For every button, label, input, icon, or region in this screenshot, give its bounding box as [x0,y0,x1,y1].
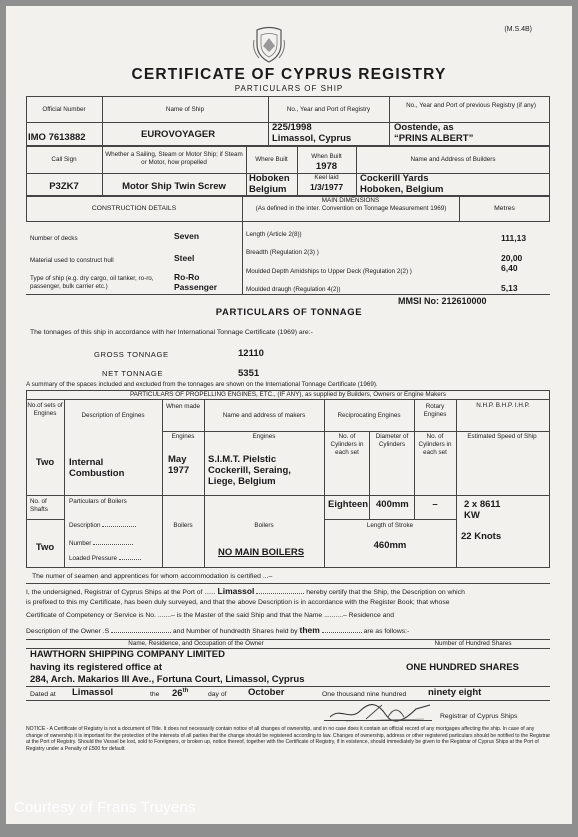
maker-line3: Liege, Belgium [208,476,276,487]
owner-name: HAWTHORN SHIPPING COMPANY LIMITED [30,649,225,660]
gross-tonnage-label: GROSS TONNAGE [94,350,169,359]
registrar-signature [326,699,436,725]
reciprocating-header: Reciprocating Engines [337,412,401,419]
certify-line3: Certificate of Competency or Service is No. .......– is the Master of the said Ship and that the Name ..........– Residence and [26,612,394,619]
cylinders-subheader: No. of Cylinders in each set [330,433,364,456]
shares-value: ONE HUNDRED SHARES [406,662,519,673]
depth-value: 6,40 [501,263,518,273]
diameter-subheader: Diameter of Cylinders [375,433,409,448]
engine-description-header: Description of Engines [81,412,145,419]
builder-line2: Hoboken, Belgium [360,184,444,195]
keel-laid-label: Keel laid [314,174,339,181]
previous-registry-line2: “PRINS ALBERT” [394,133,474,144]
shafts-value: Two [35,542,55,553]
breadth-label: Breadth (Regulation 2(3) ) [246,249,319,256]
propulsion-label: Whether a Sailing, Steam or Motor Ship; if Steam or Motor, how propelled [105,151,243,166]
boilers-particulars-label: Particulars of Boilers [69,498,127,505]
draught-value: 5,13 [501,283,518,293]
engines-subheader: Engines [171,433,195,440]
form-reference: (M.S.4B) [504,26,532,33]
decks-value: Seven [174,231,200,241]
ship-type-line1: Ro-Ro [174,272,200,282]
rotary-value: – [432,499,438,510]
legal-notice: NOTICE - A Certificate of Registry is not a document of Title. It does not necessarily contain notice of all changes of ownership, and in no case does it contain an official record of any mortgages affecting the ship. In case of any change of ownership it is important for the protection of the interests of all parties that the change should be registered according to law. Changes of ownership, address or other registered particulars should be notified to the Registrar at the Port of Registry. Should the Vessel be lost, sold to Foreigners, or broken up, notice thereof, together with the Certificate of Registry, if in existence, should immediately be given to the Registrar of Cyprus Ships at the Port of Registry under a Penalty of £500 for default. [26,726,551,753]
previous-registry-line1: Oostende, as [394,122,454,133]
keel-laid-value: 1/3/1977 [309,182,344,192]
maker-line1: S.I.M.T. Pielstic [208,454,277,465]
ship-name-label: Name of Ship [165,106,205,113]
year-words: ninety eight [428,687,482,698]
boilers-column-label-2: Boilers [254,522,274,529]
breadth-value: 20,00 [501,253,523,263]
cylinders-value: Eighteen [328,499,369,510]
main-dimensions-heading: MAIN DIMENSIONS [321,197,380,204]
draught-label: Moulded draugh (Regulation 4(2)) [246,286,341,293]
owner-address: 284, Arch. Makarios III Ave., Fortuna Court, Limassol, Cyprus [30,674,305,685]
dated-month: October [248,687,285,698]
power-line2: KW [464,510,480,521]
ship-name-value: EUROVOYAGER [141,129,216,140]
engines-subheader-2: Engines [252,433,276,440]
certify-line4: Description of the Owner .S and Number of hundredth Shares held by them are as follows:- [26,625,410,635]
metres-label: Metres [494,205,515,212]
material-label: Material used to construct hull [30,257,114,264]
net-tonnage-value: 5351 [238,368,260,379]
certificate-subtitle: PARTICULARS OF SHIP [234,84,344,93]
length-value: 111,13 [501,233,527,243]
mmsi-number: MMSI No: 212610000 [398,296,487,306]
coat-of-arms-icon [251,26,287,64]
registrar-title: Registrar of Cyprus Ships [440,713,518,720]
depth-label: Moulded Depth Amidships to Upper Deck (Regulation 2(2) ) [246,268,412,275]
shafts-label: No. of Shafts [30,498,48,513]
engine-description-line2: Combustion [69,468,125,479]
maker-line2: Cockerill, Seraing, [208,465,291,476]
propulsion-value: Motor Ship Twin Screw [122,181,226,192]
when-made-line2: 1977 [168,465,190,476]
tonnage-heading: PARTICULARS OF TONNAGE [215,307,363,318]
builders-label: Name and Address of Builders [410,156,496,163]
certify-line2: is prefixed to this my Certificate, has been duly surveyed, and that the above Description is in accordance with the Register Book; that whose [26,599,450,606]
engines-banner: PARTICULARS OF PROPELLING ENGINES, ETC., (IF ANY), as supplied by Builders, Owners or Engine Makers [129,391,447,398]
call-sign-label: Call Sign [51,156,77,163]
net-tonnage-label: NET TONNAGE [102,369,164,378]
stroke-label: Length of Stroke [366,522,414,529]
day-of-label: day of [208,691,227,698]
certificate-title: CERTIFICATE OF CYPRUS REGISTRY [131,66,447,83]
dated-place: Limassol [72,687,114,698]
power-header: N.H.P. B.H.P. I.H.P. [476,402,530,409]
when-built-value: 1978 [315,161,338,172]
official-number-label: Official Number [42,106,86,113]
ship-type-line2: Passenger [174,282,217,292]
dated-label: Dated at [30,691,56,698]
power-line1: 2 x 8611 [464,499,501,510]
tonnage-intro: The tonnages of this ship in accordance with her International Tonnage Certificate (1969) are:- [30,329,313,336]
registry-port: Limassol [217,586,255,596]
engine-sets-value: Two [35,457,55,468]
makers-header: Name and address of makers [222,412,306,419]
courtesy-credit: Courtesy of Frans Truyens [14,799,196,816]
material-value: Steel [174,253,195,263]
where-built-label: Where Built [255,156,288,163]
loaded-pressure-label: Loaded Pressure [69,555,141,563]
speed-subheader: Estimated Speed of Ship [467,433,537,440]
engine-sets-header: No.of sets of Engines [27,402,63,417]
gross-tonnage-value: 12110 [238,348,264,359]
diameter-value: 400mm [376,499,409,510]
registry-label: No., Year and Port of Registry [286,106,371,113]
shares-label: Number of Hundred Shares [434,640,512,647]
when-made-header: When made [166,403,200,410]
length-label: Length (Article 2(8)) [246,231,302,238]
where-built-line2: Belgium [249,184,287,195]
decks-label: Number of decks [30,235,78,242]
construction-heading: CONSTRUCTION DETAILS [91,205,177,212]
year-prefix: One thousand nine hundred [322,691,407,698]
when-made-line1: May [168,454,187,465]
registered-office-label: having its registered office at [30,662,162,673]
engine-description-line1: Internal [69,457,104,468]
boilers-column-label: Boilers [173,522,193,529]
main-dimensions-note: (As defined in the inter. Convention on Tonnage Measurement 1969) [255,205,447,212]
speed-value: 22 Knots [461,531,502,542]
seamen-statement: The numer of seamen and apprentices for whom accommodation is certified ...– [32,573,273,580]
stroke-value: 460mm [373,540,407,551]
registry-port-value: Limassol, Cyprus [272,133,352,144]
certificate-page [6,6,572,824]
owner-label: Name, Residence, and Occupation of the Owner [128,640,264,647]
registry-number-value: 225/1998 [272,122,312,133]
rotary-cylinders-subheader: No. of Cylinders in each set [418,433,452,456]
call-sign-value: P3ZK7 [49,181,79,192]
official-number-value: IMO 7613882 [28,132,86,143]
tonnage-summary: A summary of the spaces included and excluded from the tonnages are shown on the International Tonnage Certificate (1969). [26,381,378,388]
ship-type-label: Type of ship (e.g. dry cargo, oil tanker, ro-ro, passenger, bulk carrier etc.) [30,275,154,290]
boiler-description-label: Description [69,522,136,530]
dated-day: 26th [172,688,189,700]
when-built-label: When Built [311,153,342,160]
dated-the-label: the [150,691,160,698]
where-built-line1: Hoboken [249,173,290,184]
rotary-header: Rotary Engines [423,403,447,418]
no-main-boilers: NO MAIN BOILERS [218,547,305,558]
previous-registry-label: No., Year and Port of previous Registry (if any) [406,102,536,109]
boiler-number-label: Number [69,540,133,548]
certify-line1: I, the undersigned, Registrar of Cyprus Ships at the Port of ...... Limassol hereby certify that the Ship, the Description on which [26,586,465,596]
builder-line1: Cockerill Yards [360,173,429,184]
